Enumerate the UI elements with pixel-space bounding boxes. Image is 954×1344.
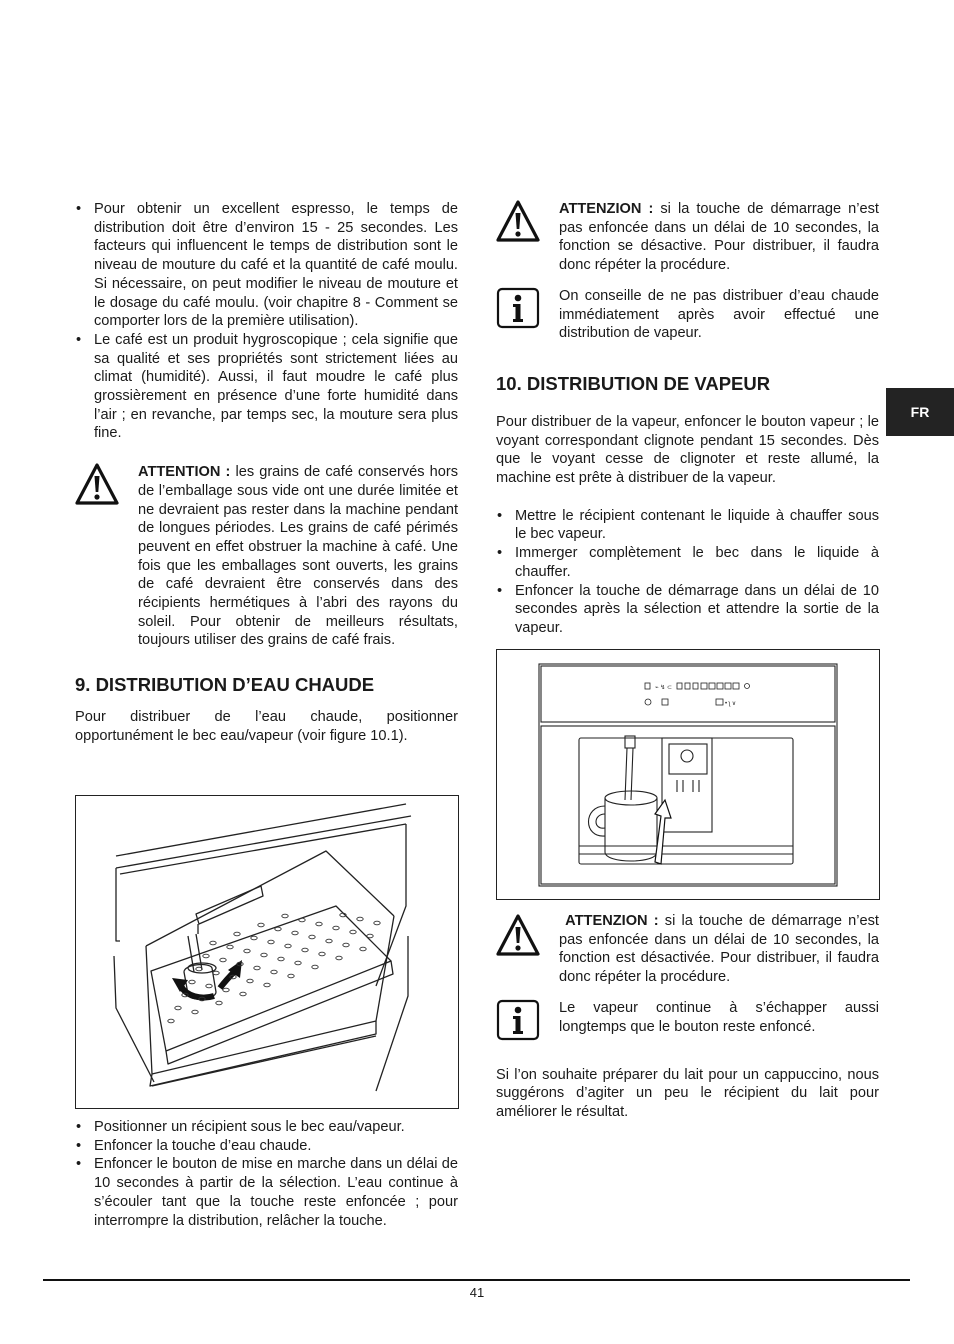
list-item: • Positionner un récipient sous le bec eau/vapeur. [75, 1118, 458, 1137]
warning-text: ATTENTION : les grains de café conservés hors de l’emballage sous vide ont une durée limitée et ne devraient pas rester dans la machine pendant de longues périodes. Les grains de café périmés peuvent en effet obstruer la machine à café. Une fois que les emballages sont ouverts, les grains de café devraient être conservés dans des récipients hermétiques à l’abri des rayons du soleil. Pour obtenir de meilleurs résultats, toujours utiliser des grains de café frais. [138, 464, 458, 649]
closing-paragraph: Si l’on souhaite préparer du lait pour un cappuccino, nous suggérons d’agiter un peu le récipient du lait pour améliorer le résultat. [496, 1066, 879, 1120]
list-item: • Mettre le récipient contenant le liquide à chauffer sous le bec vapeur. [496, 507, 879, 544]
footer-rule [43, 1279, 910, 1281]
warning-note [496, 200, 879, 275]
info-note [496, 287, 879, 343]
info-text: On conseille de ne pas distribuer d’eau chaude immédiatement après avoir effectué une distribution de vapeur. [559, 287, 879, 342]
list-item: • Le café est un produit hygroscopique ; cela signifie que sa qualité et ses propriétés sont strictement liées au climat (humidité). Aussi, il faut moudre le café plus grossièrement en présence d’une forte humidité dans l’air ; en revanche, par temps sec, la mouture sera plus fine. [75, 331, 458, 443]
list-item: • Enfoncer la touche d’eau chaude. [75, 1137, 458, 1156]
warning-text: ATTENZION : si la touche de démarrage n’est pas enfoncée dans un délai de 10 secondes, la fonction se désactive. Pour distribuer, il faudra donc répéter la procédure. [559, 201, 879, 274]
warning-text: ATTENZION : si la touche de démarrage n’est pas enfoncée dans un délai de 10 secondes, la fonction est désactivée. Pour distribuer, il faudra donc répéter la procédure. [559, 913, 879, 986]
left-column [75, 200, 458, 746]
list-item: • Pour obtenir un excellent espresso, le temps de distribution doit être d’environ 15 - 25 secondes. Les facteurs qui influencent le temps de distribution sont le niveau de mouture du café et la quantité de café moulu. Si nécessaire, on peut modifier le niveau de mouture et le dosage du café moulu. (voir chapitre 8 - Comment se comporter lors de la première utilisation). [75, 200, 458, 331]
list-item: • Enfoncer le bouton de mise en marche dans un délai de 10 secondes à partir de la sélection. L’eau continue à s’écouler tant que la touche reste enfoncée ; pour interrompre la distribution, relâcher la touche. [75, 1155, 458, 1230]
left-steps [75, 1118, 458, 1230]
section-title-hot-water: 9. DISTRIBUTION D’EAU CHAUDE [75, 674, 375, 696]
section-title-steam: 10. DISTRIBUTION DE VAPEUR [496, 372, 771, 394]
right-column [496, 200, 879, 638]
warning-note [75, 463, 458, 650]
figure-hot-water-nozzle [75, 795, 459, 1109]
language-tab: FR [886, 388, 954, 436]
info-icon [496, 999, 540, 1047]
section-intro: Pour distribuer de l’eau chaude, positionner opportunément le bec eau/vapeur (voir figure 10.1). [75, 709, 458, 744]
list-item: • Immerger complètement le bec dans le liquide à chauffer. [496, 544, 879, 581]
warning-icon [496, 200, 540, 275]
right-lower [496, 912, 879, 1122]
steps-list [496, 507, 879, 638]
info-note [496, 999, 879, 1047]
list-item: • Enfoncer la touche de démarrage dans un délai de 10 secondes après la sélection et attendre la sortie de la vapeur. [496, 582, 879, 638]
warning-icon [75, 463, 119, 650]
intro-list [75, 200, 458, 443]
figure-steam-machine [496, 649, 880, 900]
info-icon [496, 287, 540, 343]
warning-icon [496, 914, 540, 987]
steps-list [75, 1118, 458, 1230]
warning-note [496, 912, 879, 987]
svg-text:⌁ ↯ ⊂: ⌁ ↯ ⊂ [655, 685, 673, 691]
info-text: Le vapeur continue à s’échapper aussi longtemps que le bouton reste enfoncé. [559, 999, 879, 1035]
section-intro: Pour distribuer de la vapeur, enfoncer le bouton vapeur ; le voyant correspondant clignote pendant 15 secondes. Dès que le voyant cesse de clignoter et reste allumé, la machine est prête à distribuer de la vapeur. [496, 413, 879, 487]
page-number: 41 [469, 1285, 485, 1300]
svg-text:• ʅ ∨: • ʅ ∨ [725, 701, 737, 707]
